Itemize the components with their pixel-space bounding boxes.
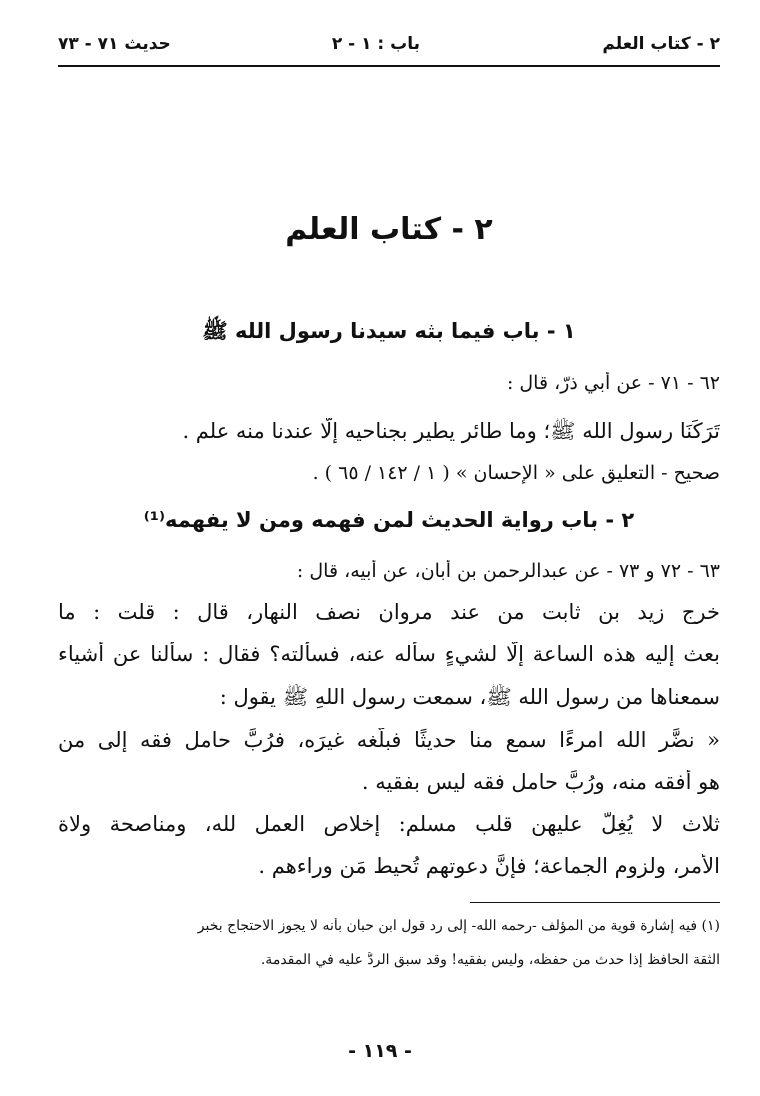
hadith-2-line: هو أفقه منه، ورُبَّ حامل فقه ليس بفقيه .: [361, 770, 720, 794]
footnote-divider: [470, 902, 720, 903]
hadith-2-line: ثلاث لا يُغِلُّ عليهن قلب مسلم: إخلاص العمل لله، ومناصحة ولاة: [58, 812, 720, 836]
hadith-2-line: « نضَّر الله امرءًا سمع منا حديثًا فبلّغه غيرَه، فرُبَّ حامل فقه إلى من: [58, 728, 720, 752]
running-header: [58, 30, 720, 60]
book-title: ٢ - كتاب العلم: [285, 212, 493, 247]
hadith-1-grade: صحيح - التعليق على « الإحسان » ( ١ / ١٤٢ / ٦٥ ) .: [312, 462, 720, 484]
chapter-heading-2: ٢ - باب رواية الحديث لمن فهمه ومن لا يفهمه⁽¹⁾: [143, 508, 635, 532]
hadith-2-head: ٦٣ - ٧٢ و ٧٣ - عن عبدالرحمن بن أبان، عن أبيه، قال :: [296, 560, 720, 582]
footnote-line: (١) فيه إشارة قوية من المؤلف -رحمه الله- إلى رد قول ابن حبان بأنه لا يجوز الاحتجاج بخبر: [197, 918, 720, 934]
header-hadith-ref: حديث ٧١ - ٧٣: [58, 34, 171, 54]
hadith-2-line: بعث إليه هذه الساعة إلّا لشيءٍ سأله عنه، فسألته؟ فقال : سألنا عن أشياء: [58, 642, 720, 666]
footnote-line: الثقة الحافظ إذا حدث من حفظه، وليس بفقيه! وقد سبق الردُّ عليه في المقدمة.: [260, 952, 720, 968]
hadith-2-line: سمعناها من رسول الله ﷺ، سمعت رسول اللهِ ﷺ يقول :: [219, 685, 720, 709]
chapter-heading-1: ١ - باب فيما بثه سيدنا رسول الله ﷺ: [202, 319, 576, 343]
header-book-title: ٢ - كتاب العلم: [602, 34, 720, 54]
hadith-1-head: ٦٢ - ٧١ - عن أبي ذرّ، قال :: [506, 372, 720, 394]
header-chapter-ref: باب : ١ - ٢: [331, 34, 420, 54]
hadith-2-line: الأمر، ولزوم الجماعة؛ فإنَّ دعوتهم تُحيط مَن وراءهم .: [258, 854, 720, 878]
hadith-1-text: تَرَكَنَا رسول الله ﷺ؛ وما طائر يطير بجناحيه إلّا عندنا منه علم .: [182, 419, 720, 443]
page-number: - ١١٩ -: [348, 1040, 412, 1062]
header-divider: [58, 65, 720, 67]
hadith-2-line: خرج زيد بن ثابت من عند مروان نصف النهار، قال : قلت : ما: [58, 600, 720, 624]
